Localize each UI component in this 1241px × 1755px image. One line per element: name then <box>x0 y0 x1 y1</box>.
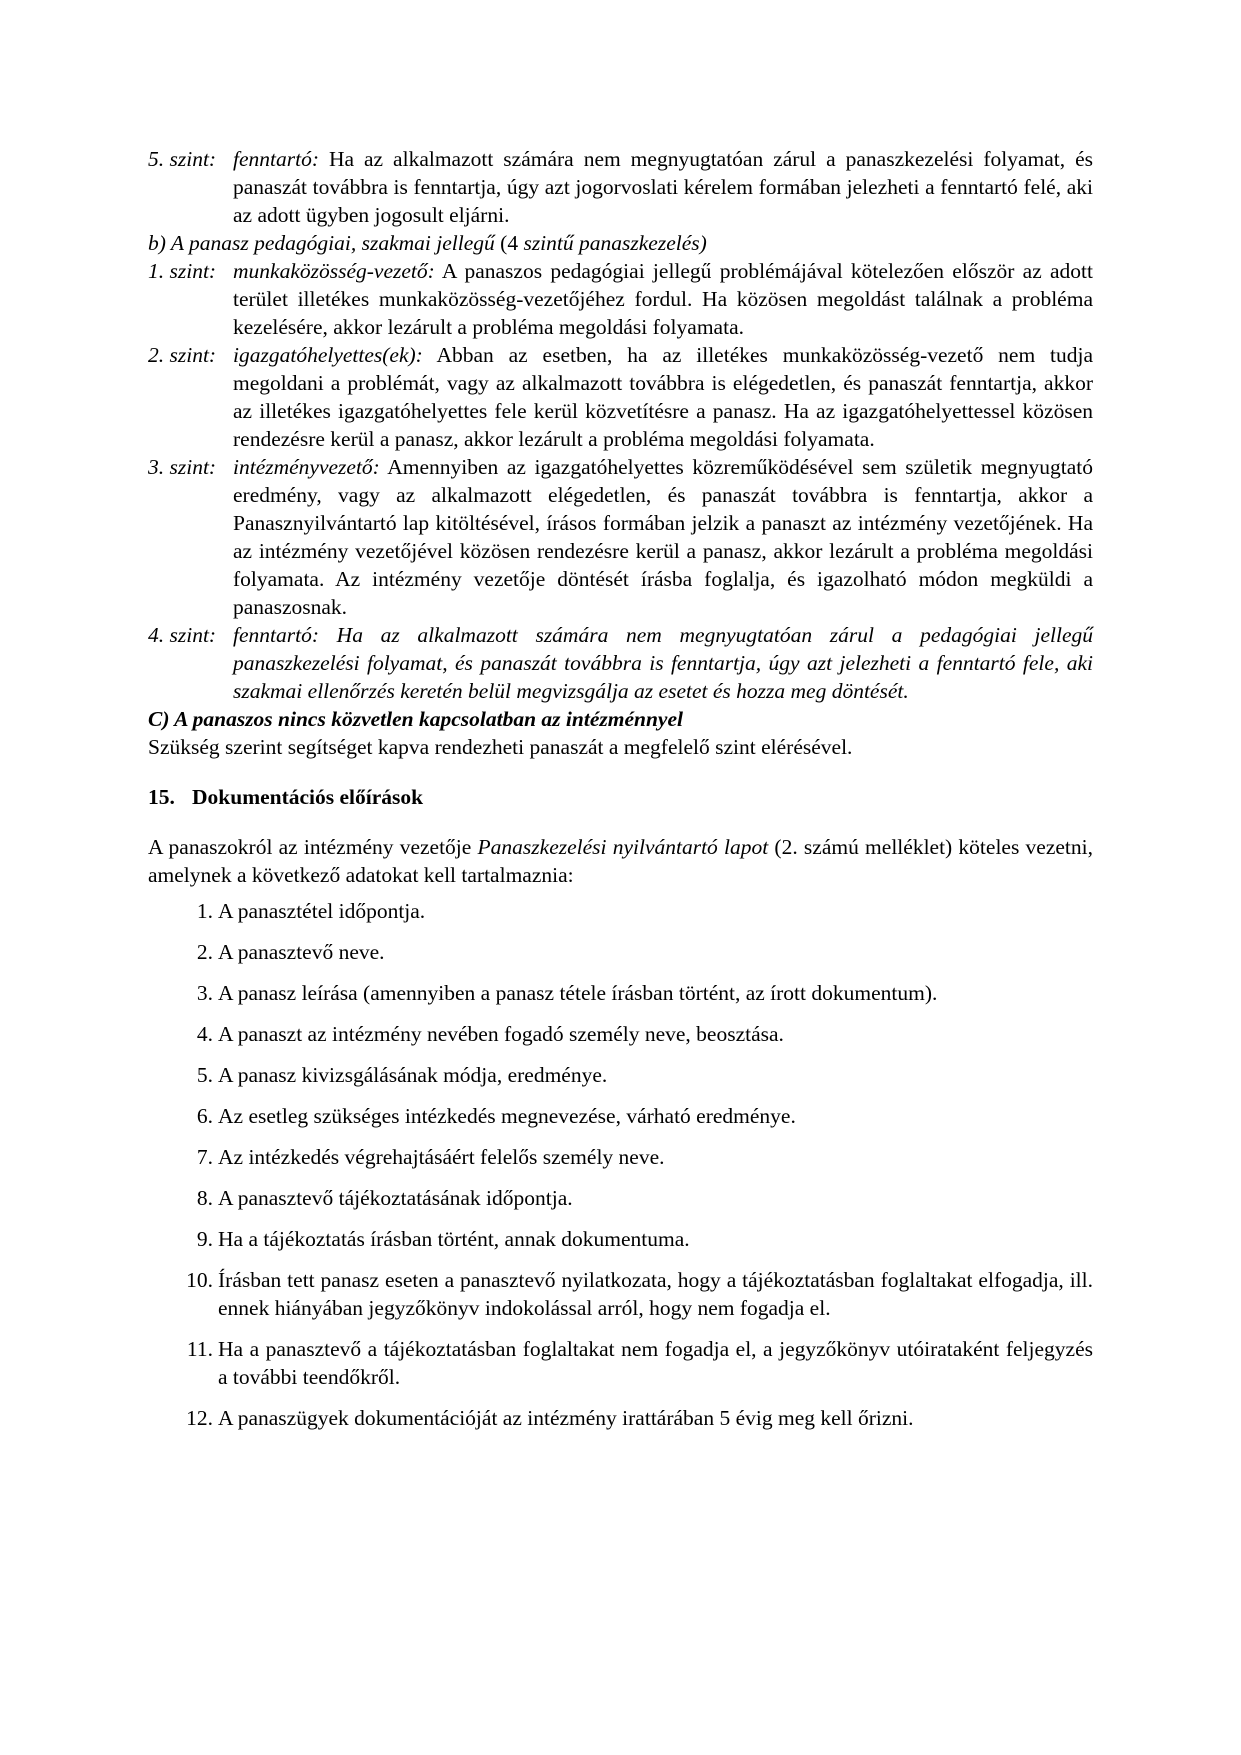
list-item-text: Az intézkedés végrehajtásáért felelős személy neve. <box>218 1145 665 1169</box>
section-b-count-italic: szintű panaszkezelés) <box>523 231 707 255</box>
intro-before: A panaszokról az intézmény vezetője <box>148 835 478 859</box>
list-item-text: Az esetleg szükséges intézkedés megnevezése, várható eredménye. <box>218 1104 796 1128</box>
list-item <box>148 938 1093 966</box>
level-body <box>233 453 1093 621</box>
list-item-number: 5. <box>196 1063 213 1087</box>
level-role: munkaközösség-vezető: <box>233 259 435 283</box>
level-entry-4 <box>148 621 1093 705</box>
level-text: Abban az esetben, ha az illetékes munkaközösség-vezető nem tudja megoldani a problémát, vagy az alkalmazott továbbra is elégedetlen, és panaszát fenntartja, akkor az illetékes igazgatóhelyettes fele kerül közvetítésre a panasz. Ha az igazgatóhelyettessel közösen rendezésre kerül a panasz, akkor lezárult a probléma megoldási folyamata. <box>233 343 1093 451</box>
list-item-number: 7. <box>196 1145 213 1169</box>
list-item <box>148 1335 1093 1391</box>
list-item <box>148 1143 1093 1171</box>
section-b-heading <box>148 229 1093 257</box>
section-15-title: Dokumentációs előírások <box>192 785 424 809</box>
level-entry-1 <box>148 257 1093 341</box>
level-number: 2. szint: <box>148 343 217 367</box>
list-item-number: 10. <box>186 1268 213 1292</box>
level-entry-5 <box>148 145 1093 229</box>
list-item <box>148 979 1093 1007</box>
list-item <box>148 1061 1093 1089</box>
list-item-text: Ha a tájékoztatás írásban történt, annak dokumentuma. <box>218 1227 690 1251</box>
section-b-count-open: (4 <box>494 231 524 255</box>
level-body <box>233 145 1093 229</box>
level-number: 5. szint: <box>148 147 217 171</box>
level-role: intézményvezető: <box>233 455 380 479</box>
list-item-text: A panasztétel időpontja. <box>218 899 426 923</box>
section-b-levels <box>148 257 1093 705</box>
level-number: 1. szint: <box>148 259 217 283</box>
section-15-heading <box>148 783 1093 811</box>
list-item <box>148 1184 1093 1212</box>
level-text: Ha az alkalmazott számára nem megnyugtatóan zárul a panaszkezelési folyamat, és panaszát továbbra is fenntartja, úgy azt jogorvoslati kérelem formában jelezheti a fenntartó felé, aki az adott ügyben jogosult eljárni. <box>233 147 1093 227</box>
level-role: igazgatóhelyettes(ek): <box>233 343 423 367</box>
list-item <box>148 1404 1093 1432</box>
level-text: Amennyiben az igazgatóhelyettes közreműködésével sem születik megnyugtató eredmény, vagy az alkalmazott elégedetlen, és panaszát továbbra is fenntartja, akkor a Panasznyilvántartó lap kitöltésével, írásos formában jelzik a panaszt az intézmény vezetőjének. Ha az intézmény vezetőjével közösen rendezésre kerül a panasz, akkor lezárult a probléma megoldási folyamata. Az intézmény vezetője döntését írásba foglalja, és igazolható módon megküldi a panaszosnak. <box>233 455 1093 619</box>
section-15-intro <box>148 833 1093 889</box>
level-number: 4. szint: <box>148 623 217 647</box>
list-item-text: A panasz kivizsgálásának módja, eredménye. <box>218 1063 608 1087</box>
level-body <box>233 341 1093 453</box>
list-item <box>148 897 1093 925</box>
level-text: A panaszos pedagógiai jellegű problémájával kötelezően először az adott terület illetékes munkaközösség-vezetőjéhez fordul. Ha közösen megoldást találnak a probléma kezelésére, akkor lezárult a probléma megoldási folyamata. <box>233 259 1093 339</box>
list-item-number: 12. <box>186 1406 213 1430</box>
list-item-number: 1. <box>196 899 213 923</box>
list-item-text: A panasz leírása (amennyiben a panasz tétele írásban történt, az írott dokumentum). <box>218 981 938 1005</box>
list-item <box>148 1102 1093 1130</box>
level-body <box>233 621 1093 705</box>
list-item-number: 2. <box>196 940 213 964</box>
level-text: Ha az alkalmazott számára nem megnyugtatóan zárul a pedagógiai jellegű panaszkezelési folyamat, és panaszát továbbra is fenntartja, úgy azt jelezheti a fenntartó fele, aki szakmai ellenőrzés keretén belül megvizsgálja az esetet és hozza meg döntését. <box>233 623 1093 703</box>
level-role: fenntartó: <box>233 147 319 171</box>
documentation-list <box>148 897 1093 1432</box>
level-role: fenntartó: <box>233 623 319 647</box>
list-item-text: A panaszt az intézmény nevében fogadó személy neve, beosztása. <box>218 1022 784 1046</box>
section-c-title: C) A panaszos nincs közvetlen kapcsolatban az intézménnyel <box>148 707 683 731</box>
list-item-text: Írásban tett panasz eseten a panasztevő nyilatkozata, hogy a tájékoztatásban foglaltakat elfogadja, ill. ennek hiányában jegyzőkönyv indokolással arról, hogy nem fogadja el. <box>218 1268 1093 1320</box>
intro-italic: Panaszkezelési nyilvántartó lapot <box>477 835 769 859</box>
level-entry-3 <box>148 453 1093 621</box>
level-number: 3. szint: <box>148 455 217 479</box>
intro-after: (2. számú melléklet) köteles vezetni, amelynek a következő adatokat kell tartalmaznia: <box>148 835 1093 887</box>
list-item <box>148 1020 1093 1048</box>
list-item-text: Ha a panasztevő a tájékoztatásban foglaltakat nem fogadja el, a jegyzőkönyv utóirataként feljegyzés a további teendőkről. <box>218 1337 1093 1389</box>
list-item-number: 6. <box>196 1104 213 1128</box>
list-item-number: 3. <box>196 981 213 1005</box>
list-item-text: A panasztevő tájékoztatásának időpontja. <box>218 1186 573 1210</box>
list-item-number: 4. <box>196 1022 213 1046</box>
level-body <box>233 257 1093 341</box>
level-entry-2 <box>148 341 1093 453</box>
list-item <box>148 1266 1093 1322</box>
list-item-number: 8. <box>196 1186 213 1210</box>
list-item-text: A panasztevő neve. <box>218 940 385 964</box>
section-b-count <box>495 231 707 255</box>
section-15-number: 15. <box>148 785 175 809</box>
document-page <box>148 145 1093 1445</box>
list-item-number: 9. <box>196 1227 213 1251</box>
section-b-title: b) A panasz pedagógiai, szakmai jellegű <box>148 231 495 255</box>
list-item <box>148 1225 1093 1253</box>
section-c-text: Szükség szerint segítséget kapva rendezheti panaszát a megfelelő szint elérésével. <box>148 735 853 759</box>
list-item-number: 11. <box>186 1337 213 1361</box>
list-item-text: A panaszügyek dokumentációját az intézmény irattárában 5 évig meg kell őrizni. <box>218 1406 914 1430</box>
